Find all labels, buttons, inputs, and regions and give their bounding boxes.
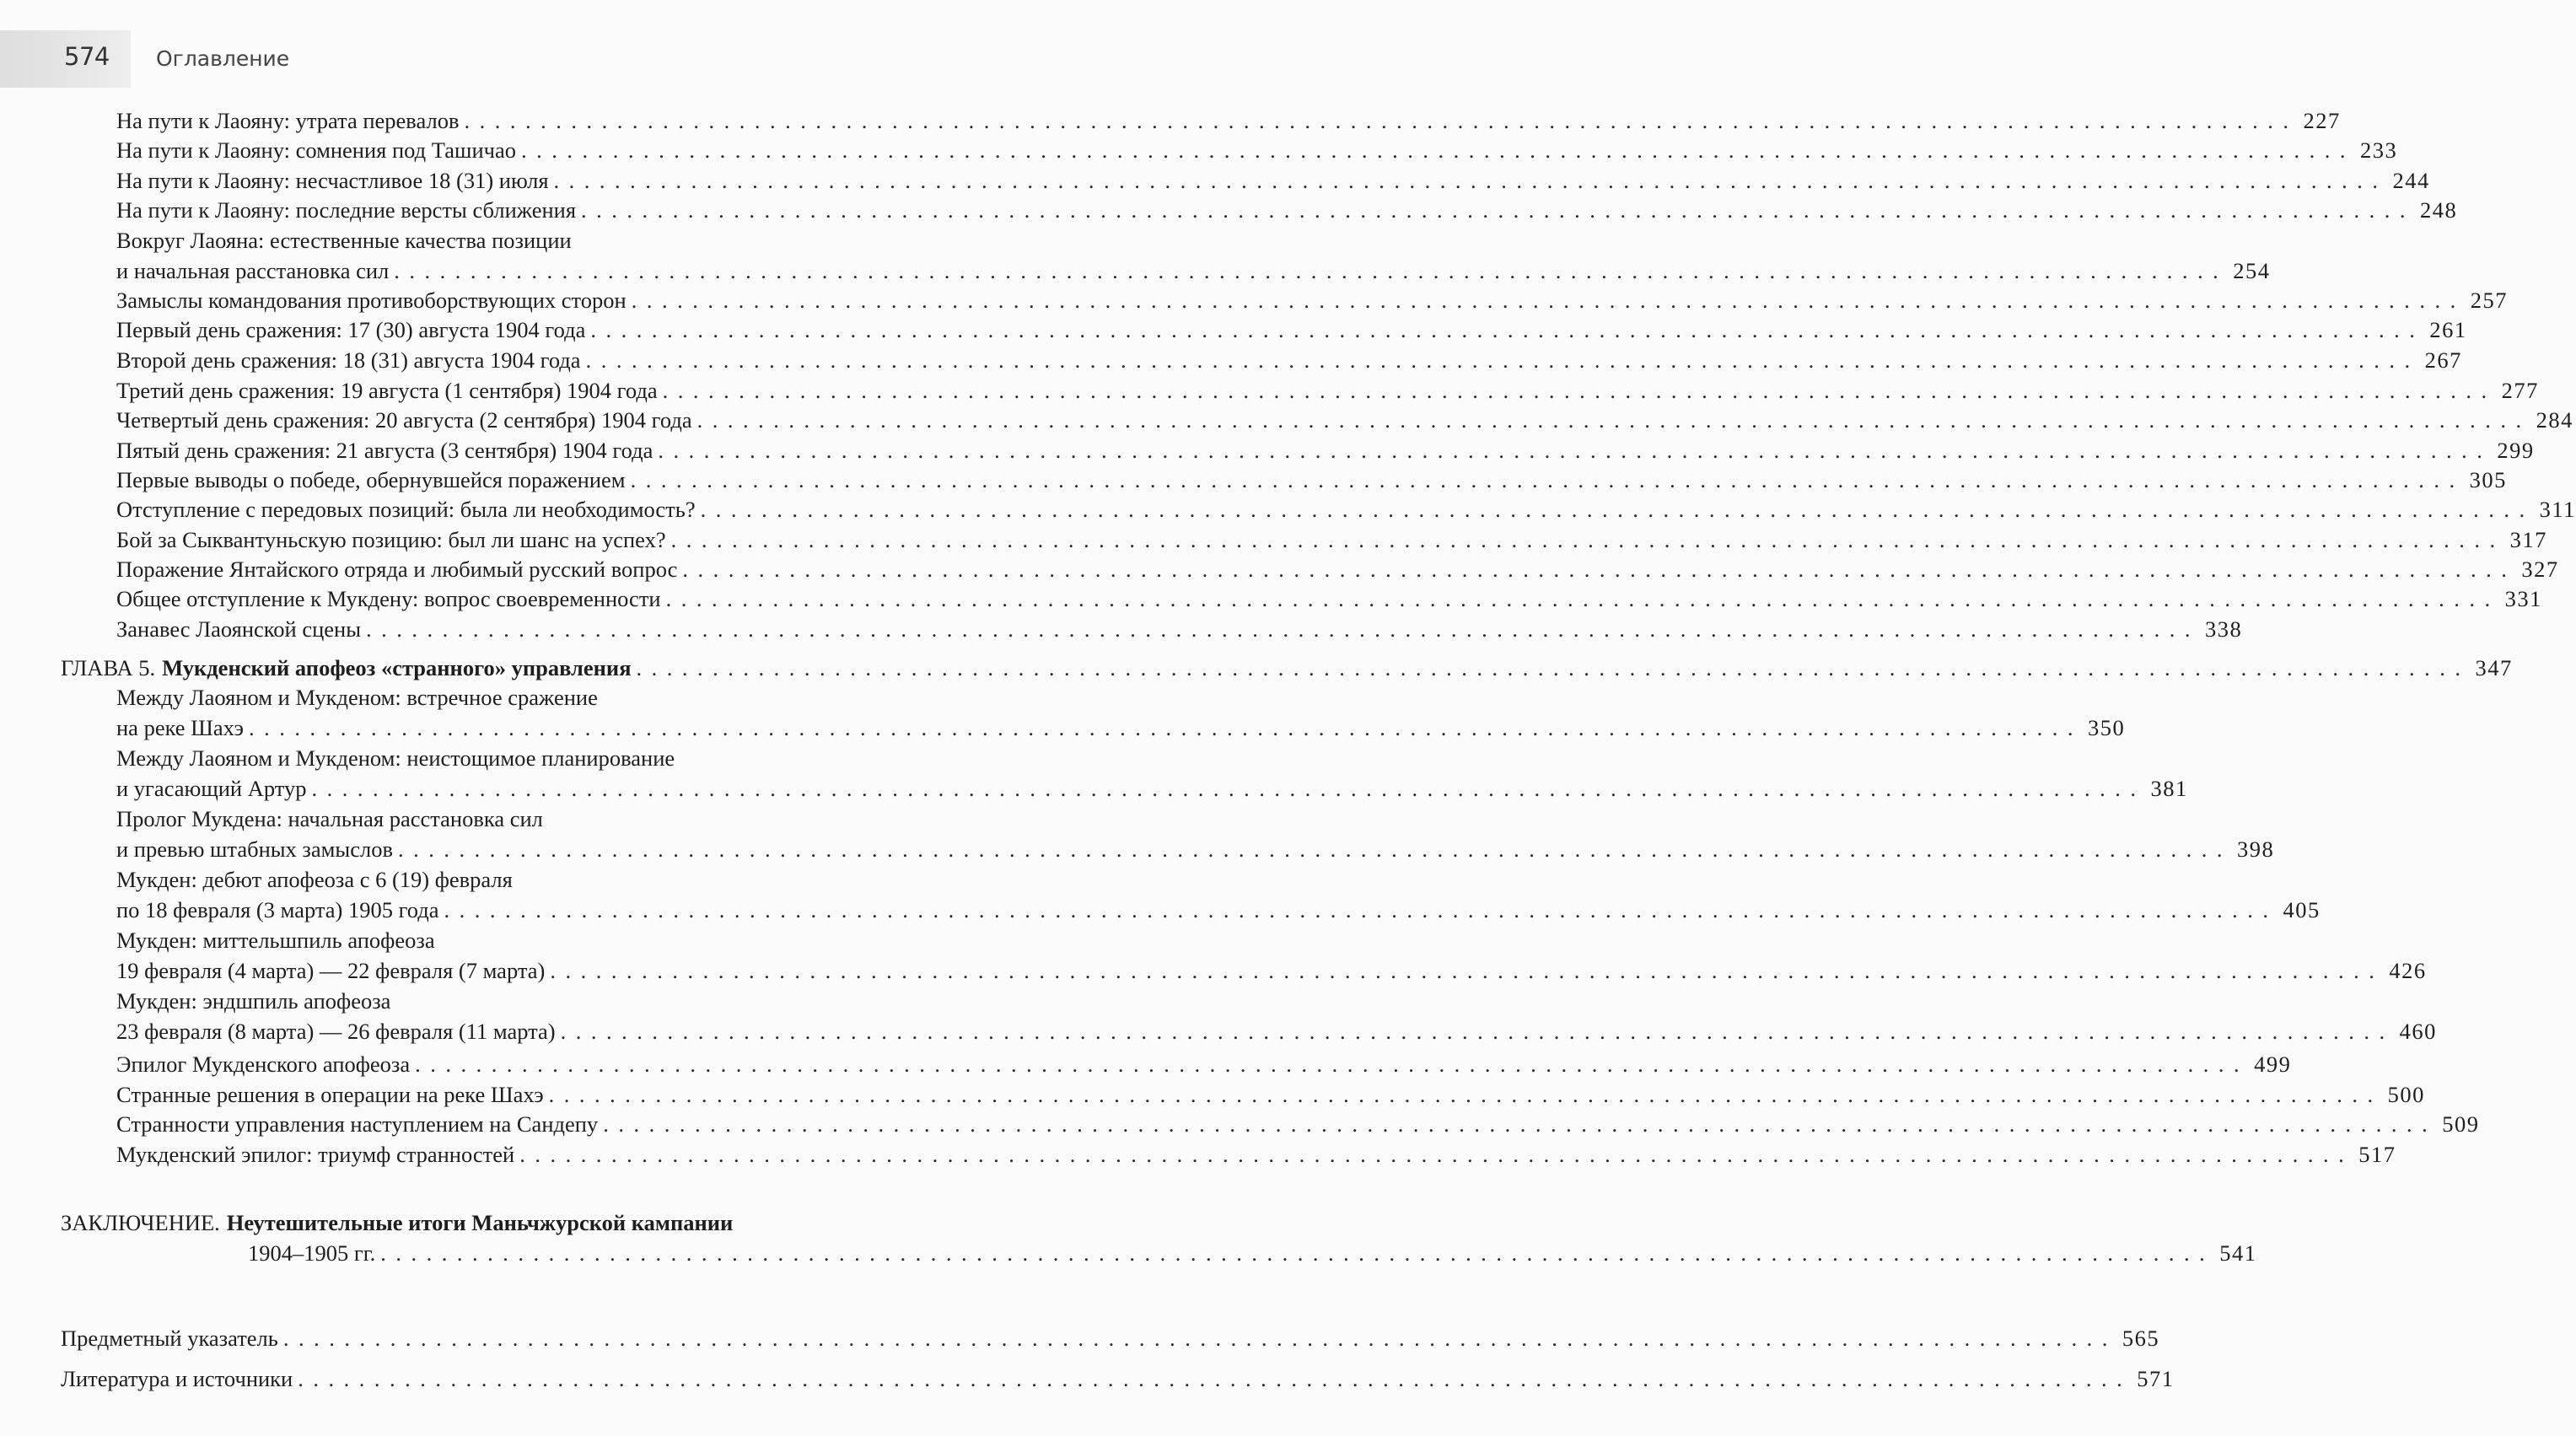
dot-leader: ........................................................................................................................ [682,557,2517,582]
entry-title-line [116,1140,2396,1169]
entry-page-number: 347 [2475,655,2513,680]
dot-leader: ........................................................................................................................ [553,168,2388,193]
entry-title: Предметный указатель [61,1326,278,1351]
entry-page-number: 460 [2399,1019,2437,1044]
entry-title: Мукден: эндшпиль апофеоза [116,988,391,1014]
dot-leader: ........................................................................................................................ [519,1142,2354,1167]
entry-page-number: 517 [2358,1142,2396,1167]
entry-page-number: 233 [2359,137,2398,163]
dot-leader: ........................................................................................................................ [585,347,2420,373]
dot-leader: ........................................................................................................................ [298,1366,2132,1391]
dot-leader: ........................................................................................................................ [603,1111,2438,1137]
dot-leader: ........................................................................................................................ [630,467,2465,492]
entry-title-line [116,525,2547,554]
entry-title-line [116,555,2559,584]
entry-page-number: 398 [2237,836,2275,862]
entry-title-line [61,1364,2175,1393]
entry-title-line [116,286,2508,315]
entry-page-number: 331 [2504,586,2542,611]
entry-title-line [116,926,894,955]
entry-title: Странные решения в операции на реке Шахэ [116,1082,544,1107]
entry-page-number: 244 [2392,168,2430,193]
entry-title-line [116,615,2243,643]
entry-title: Мукден: дебют апофеоза с 6 (19) февраля [116,867,513,892]
entry-page-number: 350 [2087,715,2126,740]
dot-leader: ........................................................................................................................ [520,137,2355,163]
entry-title-cont: по 18 февраля (3 марта) 1905 года [116,897,439,922]
entry-title-line [116,346,2462,374]
entry-page-number: 327 [2521,557,2559,582]
entry-page-number: 257 [2470,288,2508,313]
entry-title-line [116,1110,2480,1138]
entry-title-line [116,376,2539,405]
entry-page-number: 277 [2501,378,2539,403]
entry-page-number: 381 [2150,776,2188,801]
entry-page-number: 499 [2254,1051,2292,1077]
dot-leader: ........................................................................................................................ [631,288,2466,313]
dot-leader: ........................................................................................................................ [394,258,2229,283]
entry-title: Поражение Янтайского отряда и любимый русский вопрос [116,557,678,582]
page-number-box [0,30,131,88]
entry-title-line [116,774,2188,803]
conclusion-heading-line [61,1208,894,1237]
entry-title-line [116,683,894,712]
dot-leader: ........................................................................................................................ [700,497,2535,522]
entry-title: Литература и источники [61,1366,293,1391]
dot-leader: ........................................................................................................................ [665,586,2500,611]
entry-title-cont: 23 февраля (8 марта) — 26 февраля (11 марта) [116,1019,556,1044]
entry-page-number: 338 [2205,616,2243,642]
entry-title-cont: на реке Шахэ [116,715,244,740]
entry-title: Отступление с передовых позиций: была ли необходимость? [116,497,696,522]
dot-leader: ........................................................................................................................ [248,715,2083,740]
entry-title-line [116,987,894,1015]
entry-page-number: 311 [2539,497,2576,522]
entry-page-number: 299 [2497,438,2535,463]
entry-title-line [116,956,2427,985]
entry-page-number: 284 [2536,407,2573,433]
entry-title: Между Лаояном и Мукденом: неистощимое планирование [116,745,675,771]
dot-leader: ........................................................................................................................ [670,527,2505,552]
dot-leader: ........................................................................................................................ [398,836,2232,862]
dot-leader: ........................................................................................................................ [560,1019,2395,1044]
entry-page-number: 500 [2387,1082,2425,1107]
dot-leader: ........................................................................................................................ [658,438,2493,463]
entry-title-line [116,895,2321,924]
conclusion-title-cont: 1904–1905 гг. [248,1240,376,1266]
entry-title-line [116,256,2271,285]
entry-title-line [116,436,2535,465]
dot-leader: ........................................................................................................................ [282,1326,2117,1351]
entry-page-number: 261 [2429,317,2467,342]
conclusion-heading-line [248,1239,2257,1267]
entry-title: Замыслы командования противоборствующих сторон [116,288,627,313]
entry-title: Общее отступление к Мукдену: вопрос своевременности [116,586,661,611]
chapter-heading-line [61,653,2513,682]
entry-title: Между Лаояном и Мукденом: встречное сражение [116,685,598,710]
dot-leader: ........................................................................................................................ [548,1082,2383,1107]
entry-title-line [116,196,2458,224]
entry-title: Бой за Сыквантуньскую позицию: был ли шанс на успех? [116,527,666,552]
entry-page-number: 541 [2219,1240,2257,1266]
entry-page-number: 426 [2389,958,2427,983]
entry-title-line [116,584,2542,613]
entry-title-cont: и превью штабных замыслов [116,836,393,862]
entry-title: Первые выводы о победе, обернувшейся поражением [116,467,626,492]
dot-leader: ........................................................................................................................ [696,407,2531,433]
entry-title: На пути к Лаояну: последние версты сближения [116,197,577,223]
entry-title-line [116,226,894,255]
entry-page-number: 254 [2233,258,2271,283]
entry-title: Странности управления наступлением на Сандепу [116,1111,599,1137]
entry-title: На пути к Лаояну: сомнения под Ташичао [116,137,516,163]
entry-page-number: 248 [2420,197,2458,223]
entry-page-number: 509 [2442,1111,2480,1137]
chapter-title: Мукденский апофеоз «странного» управления [162,655,632,680]
entry-title-cont: и угасающий Артур [116,776,307,801]
entry-page-number: 571 [2137,1366,2175,1391]
entry-title-line [116,106,2341,135]
entry-title: Занавес Лаоянской сцены [116,616,362,642]
entry-page-number: 405 [2283,897,2321,922]
entry-title: На пути к Лаояну: несчастливое 18 (31) июля [116,168,549,193]
dot-leader: ........................................................................................................................ [464,108,2299,133]
entry-title: Вокруг Лаояна: естественные качества позиции [116,228,572,253]
entry-title-line [116,315,2467,344]
dot-leader: ........................................................................................................................ [444,897,2278,922]
entry-page-number: 565 [2122,1326,2160,1351]
entry-title-line [116,406,2573,434]
entry-title: Пятый день сражения: 21 августа (3 сентября) 1904 года [116,438,653,463]
entry-title-line [116,495,2576,524]
entry-title-cont: 19 февраля (4 марта) — 22 февраля (7 марта) [116,958,546,983]
entry-title-line [116,166,2430,195]
dot-leader: ........................................................................................................................ [550,958,2385,983]
entry-title-line [116,136,2398,164]
dot-leader: ........................................................................................................................ [636,655,2471,680]
entry-page-number: 305 [2469,467,2507,492]
entry-title-cont: и начальная расстановка сил [116,258,390,283]
entry-title-line [116,713,2126,742]
entry-title-line [61,1324,2160,1353]
dot-leader: ........................................................................................................................ [380,1240,2215,1266]
entry-title-line [116,465,2507,494]
entry-title: На пути к Лаояну: утрата перевалов [116,108,460,133]
entry-title: Третий день сражения: 19 августа (1 сентября) 1904 года [116,378,658,403]
conclusion-label: ЗАКЛЮЧЕНИЕ. [61,1210,220,1235]
dot-leader: ........................................................................................................................ [581,197,2416,223]
running-head: Оглавление [156,46,290,71]
dot-leader: ........................................................................................................................ [662,378,2497,403]
dot-leader: ........................................................................................................................ [366,616,2201,642]
page-header [0,30,918,88]
entry-title: Пролог Мукдена: начальная расстановка сил [116,806,543,831]
dot-leader: ........................................................................................................................ [590,317,2425,342]
entry-title: Первый день сражения: 17 (30) августа 1904 года [116,317,586,342]
entry-title-line [116,1080,2425,1109]
entry-title: Четвертый день сражения: 20 августа (2 сентября) 1904 года [116,407,692,433]
dot-leader: ........................................................................................................................ [311,776,2146,801]
entry-title-line [116,804,894,833]
conclusion-title: Неутешительные итоги Маньчжурской кампании [226,1210,734,1235]
entry-title-line [116,744,894,772]
entry-title-line [116,865,894,894]
entry-title: Мукден: миттельшпиль апофеоза [116,928,435,953]
entry-page-number: 317 [2509,527,2547,552]
entry-title: Второй день сражения: 18 (31) августа 1904 года [116,347,581,373]
entry-page-number: 227 [2303,108,2341,133]
dot-leader: ........................................................................................................................ [415,1051,2250,1077]
page-number: 574 [64,42,110,71]
entry-page-number: 267 [2424,347,2462,373]
entry-title: Эпилог Мукденского апофеоза [116,1051,411,1077]
entry-title: Мукденский эпилог: триумф странностей [116,1142,515,1167]
entry-title-line [116,1017,2437,1046]
entry-title-line [116,835,2275,863]
chapter-label: ГЛАВА 5. [61,655,156,680]
entry-title-line [116,1050,2292,1078]
